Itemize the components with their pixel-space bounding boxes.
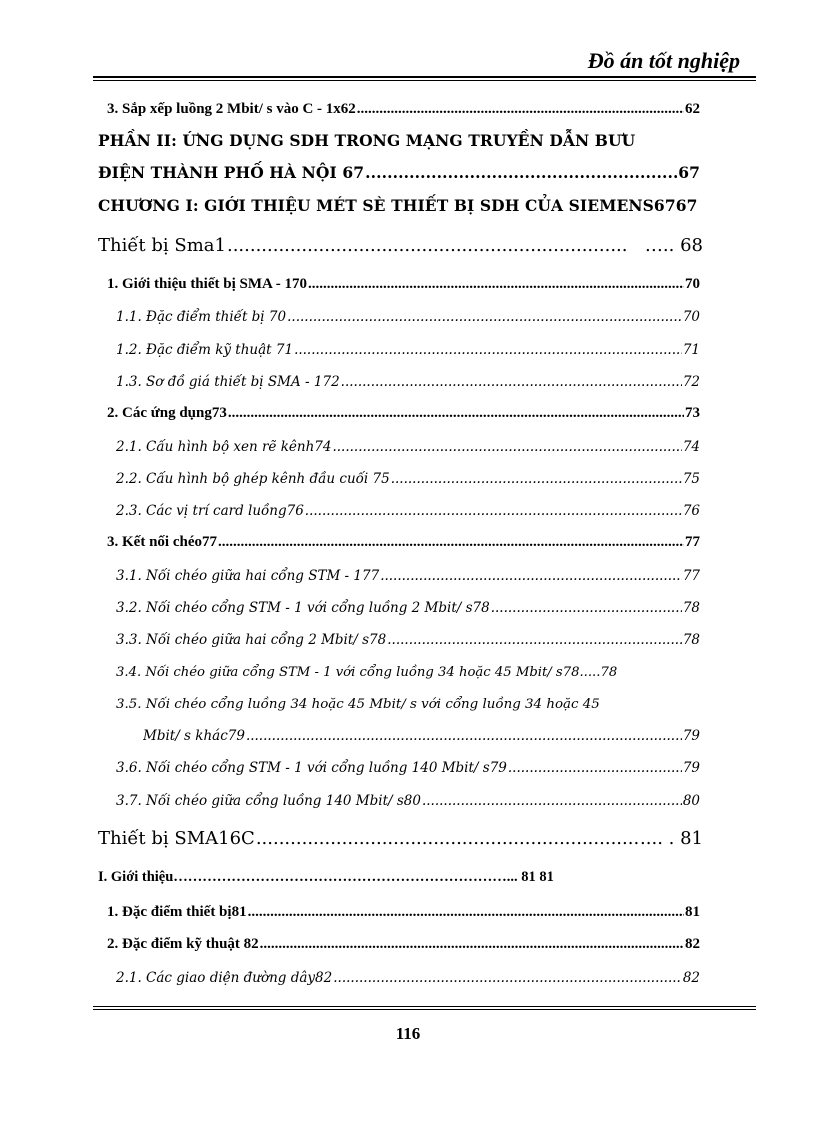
toc-entry[interactable]: 2.1. Các giao diện đường dây82 ..... 82	[116, 962, 700, 986]
toc-entry[interactable]: 1. Đặc điểm thiết bị81 ..... 81	[107, 897, 700, 921]
toc-chapter-heading[interactable]: CHƯƠNG I: GIỚI THIỆU MÉT SÈ THIẾT BỊ SDH CỦA SIEMENS6767	[98, 196, 698, 215]
toc-part-heading[interactable]: PHẦN II: ỨNG DỤNG SDH TRONG MẠNG TRUYỀN DẪN BƯU	[98, 131, 636, 150]
toc-entry[interactable]: 3. Sắp xếp luồng 2 Mbit/ s vào C - 1x62 ..... 62	[107, 94, 700, 118]
header-title: Đồ án tốt nghiệp	[587, 48, 740, 73]
toc-entry[interactable]: Mbit/ s khác79 ..... 79	[143, 720, 700, 744]
toc-entry[interactable]: 3.3. Nối chéo giữa hai cổng 2 Mbit/ s78 ..... 78	[116, 624, 700, 648]
toc-entry[interactable]: Thiết bị Sma1 ..... ….. 68	[98, 228, 703, 256]
footer-rule	[93, 1009, 756, 1010]
toc-entry[interactable]: 2.1. Cấu hình bộ xen rẽ kênh74 ..... 74	[116, 431, 700, 455]
toc-entry[interactable]: 3.5. Nối chéo cổng luồng 34 hoặc 45 Mbit/ s với cổng luồng 34 hoặc 45	[116, 697, 600, 712]
toc-entry[interactable]: Thiết bị SMA16C ..... .... . 81	[98, 821, 703, 849]
header-rule	[93, 76, 756, 78]
footer-rule	[93, 1006, 756, 1007]
toc-entry[interactable]: 3.6. Nối chéo cổng STM - 1 với cổng luồng 140 Mbit/ s79 ..... 79	[116, 752, 700, 776]
toc-entry[interactable]: 1.2. Đặc điểm kỹ thuật 71 ..... 71	[116, 334, 700, 358]
header-rule	[93, 80, 756, 81]
page-number: 116	[395, 1024, 421, 1043]
toc-entry[interactable]: 3.7. Nối chéo giữa cổng luồng 140 Mbit/ s80 ..... 80	[116, 785, 700, 809]
toc-entry[interactable]: 3.1. Nối chéo giữa hai cổng STM - 177 ..... 77	[116, 560, 700, 584]
toc-entry[interactable]: 2. Các ứng dụng73 ..... 73	[107, 398, 700, 422]
toc-entry[interactable]: 3. Kết nối chéo77 ..... 77	[107, 527, 700, 551]
toc-entry[interactable]: 1.1. Đặc điểm thiết bị 70 ..... 70	[116, 301, 700, 325]
toc-entry[interactable]: 1. Giới thiệu thiết bị SMA - 170 ..... 70	[107, 269, 700, 293]
toc-entry[interactable]: 2.2. Cấu hình bộ ghép kênh đầu cuối 75 ..... 75	[116, 463, 700, 487]
toc-entry[interactable]: ĐIỆN THÀNH PHỐ HÀ NỘI 67 ..... 67	[98, 158, 700, 182]
toc-entry[interactable]: 3.2. Nối chéo cổng STM - 1 với cổng luồng 2 Mbit/ s78 ..... 78	[116, 592, 700, 616]
toc-entry[interactable]: 2.3. Các vị trí card luồng76 ..... 76	[116, 495, 700, 519]
toc-entry[interactable]: I. Giới thiệu……………………………………………………………... 81 81	[98, 869, 554, 885]
toc-entry[interactable]: 1.3. Sơ đồ giá thiết bị SMA - 172 ..... 72	[116, 366, 700, 390]
toc-entry[interactable]: 3.4. Nối chéo giữa cổng STM - 1 với cổng luồng 34 hoặc 45 Mbit/ s78.....78	[116, 665, 618, 680]
toc-entry[interactable]: 2. Đặc điểm kỹ thuật 82 ..... 82	[107, 929, 700, 953]
